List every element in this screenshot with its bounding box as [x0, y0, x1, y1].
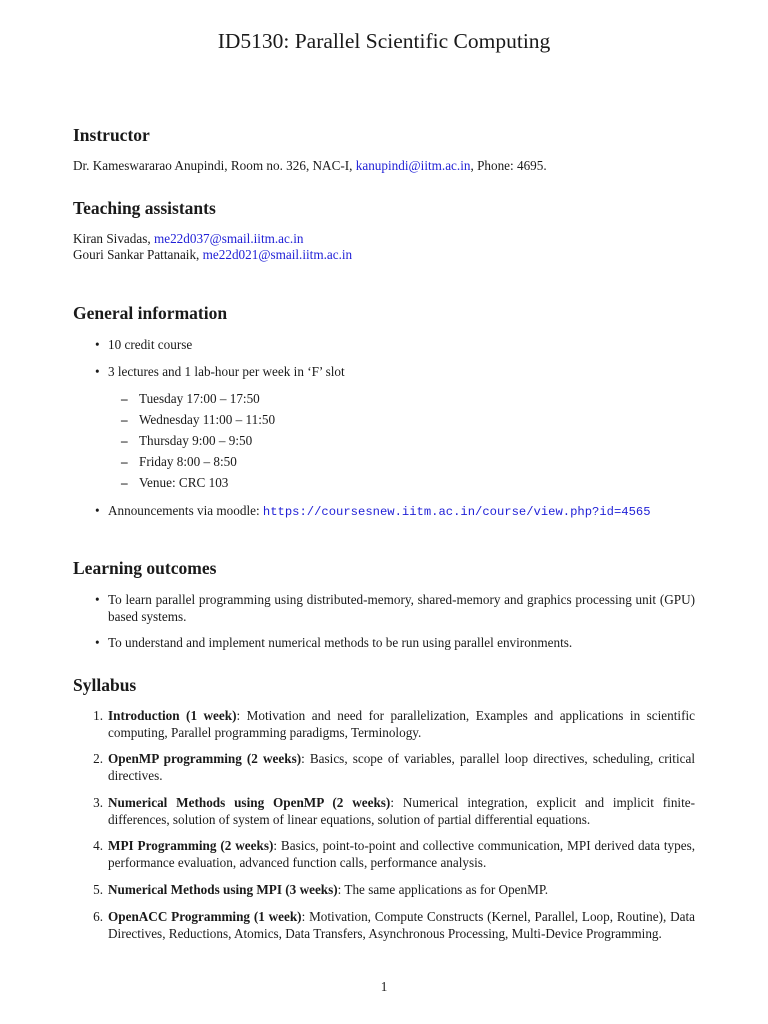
dash-marker: – — [121, 433, 128, 448]
ta-entry — [73, 247, 695, 264]
syllabus-item-text: : The same applications as for OpenMP. — [337, 882, 549, 897]
syllabus-item — [108, 751, 695, 784]
schedule-item: Venue: CRC 103 — [139, 475, 229, 490]
general-item: 3 lectures and 1 lab-hour per week in ‘F’ slot — [108, 364, 345, 379]
instructor-heading: Instructor — [73, 125, 150, 145]
announcement-item — [108, 503, 695, 521]
schedule-item: Thursday 9:00 – 9:50 — [139, 433, 253, 448]
syllabus-number: 6. — [93, 909, 103, 924]
ta-entry — [73, 231, 695, 248]
moodle-link[interactable]: https://coursesnew.iitm.ac.in/course/view.php?id=4565 — [262, 505, 651, 519]
syllabus-number: 2. — [93, 751, 103, 766]
ta-name: Kiran Sivadas, — [73, 231, 154, 246]
general-item: 10 credit course — [108, 337, 193, 352]
syllabus-number: 4. — [93, 838, 103, 853]
instructor-email-link[interactable]: kanupindi@iitm.ac.in — [355, 158, 471, 173]
dash-marker: – — [121, 391, 128, 406]
bullet-marker: • — [95, 635, 100, 650]
dash-marker: – — [121, 454, 128, 469]
ta-email-link[interactable]: me22d021@smail.iitm.ac.in — [202, 247, 353, 262]
syllabus-item-text: : Basics, scope of variables, parallel loop directives, scheduling, critical directives. — [108, 751, 695, 783]
page-title: ID5130: Parallel Scientific Computing — [217, 29, 551, 53]
announcement-text: Announcements via moodle: — [108, 503, 263, 518]
bullet-marker: • — [95, 364, 100, 379]
schedule-item: Friday 8:00 – 8:50 — [139, 454, 237, 469]
syllabus-item-text: : Numerical integration, explicit and implicit finite-differences, solution of system of linear equations, solution of partial differential equations. — [108, 795, 695, 827]
dash-marker: – — [121, 412, 128, 427]
ta-email-link[interactable]: me22d037@smail.iitm.ac.in — [153, 231, 304, 246]
syllabus-number: 5. — [93, 882, 103, 897]
bullet-marker: • — [95, 337, 100, 352]
instructor-text: Dr. Kameswararao Anupindi, Room no. 326, NAC-I, — [73, 158, 356, 173]
ta-name: Gouri Sankar Pattanaik, — [73, 247, 203, 262]
syllabus-item-text: : Motivation, Compute Constructs (Kernel, Parallel, Loop, Routine), Data Directives, Reductions, Atomics, Data Transfers, Asynchronous Processing, Multi-Device Programming. — [108, 909, 696, 941]
syllabus-item — [108, 909, 695, 942]
page-number: 1 — [380, 979, 388, 994]
syllabus-item-text: : Basics, point-to-point and collective communication, MPI derived data types, performance evaluation, advanced function calls, performance analysis. — [108, 838, 696, 870]
syllabus-item-title: Introduction (1 week) — [108, 708, 237, 723]
outcomes-heading: Learning outcomes — [73, 558, 217, 578]
syllabus-item-title: Numerical Methods using OpenMP (2 weeks) — [108, 795, 391, 810]
ta-heading: Teaching assistants — [73, 198, 216, 218]
syllabus-item — [108, 708, 695, 741]
syllabus-item-title: OpenACC Programming (1 week) — [108, 909, 302, 924]
instructor-phone: , Phone: 4695. — [470, 158, 547, 173]
outcome-item: To learn parallel programming using distributed-memory, shared-memory and graphics processing unit (GPU) based systems. — [108, 592, 695, 624]
syllabus-item-title: Numerical Methods using MPI (3 weeks) — [108, 882, 338, 897]
syllabus-heading: Syllabus — [73, 675, 137, 695]
schedule-item: Tuesday 17:00 – 17:50 — [139, 391, 260, 406]
syllabus-item — [108, 882, 695, 899]
dash-marker: – — [121, 475, 128, 490]
bullet-marker: • — [95, 592, 100, 607]
instructor-info — [73, 158, 695, 175]
syllabus-item-title: MPI Programming (2 weeks) — [108, 838, 274, 853]
syllabus-item-text: : Motivation and need for parallelization, Examples and applications in scientific computing, Parallel programming paradigms, Terminology. — [108, 708, 695, 740]
bullet-marker: • — [95, 503, 100, 518]
syllabus-item — [108, 838, 695, 871]
syllabus-number: 1. — [93, 708, 103, 723]
schedule-item: Wednesday 11:00 – 11:50 — [139, 412, 276, 427]
syllabus-item — [108, 795, 695, 828]
syllabus-number: 3. — [93, 795, 103, 810]
general-heading: General information — [73, 303, 228, 323]
outcome-item: To understand and implement numerical methods to be run using parallel environments. — [108, 635, 573, 650]
syllabus-item-title: OpenMP programming (2 weeks) — [108, 751, 302, 766]
